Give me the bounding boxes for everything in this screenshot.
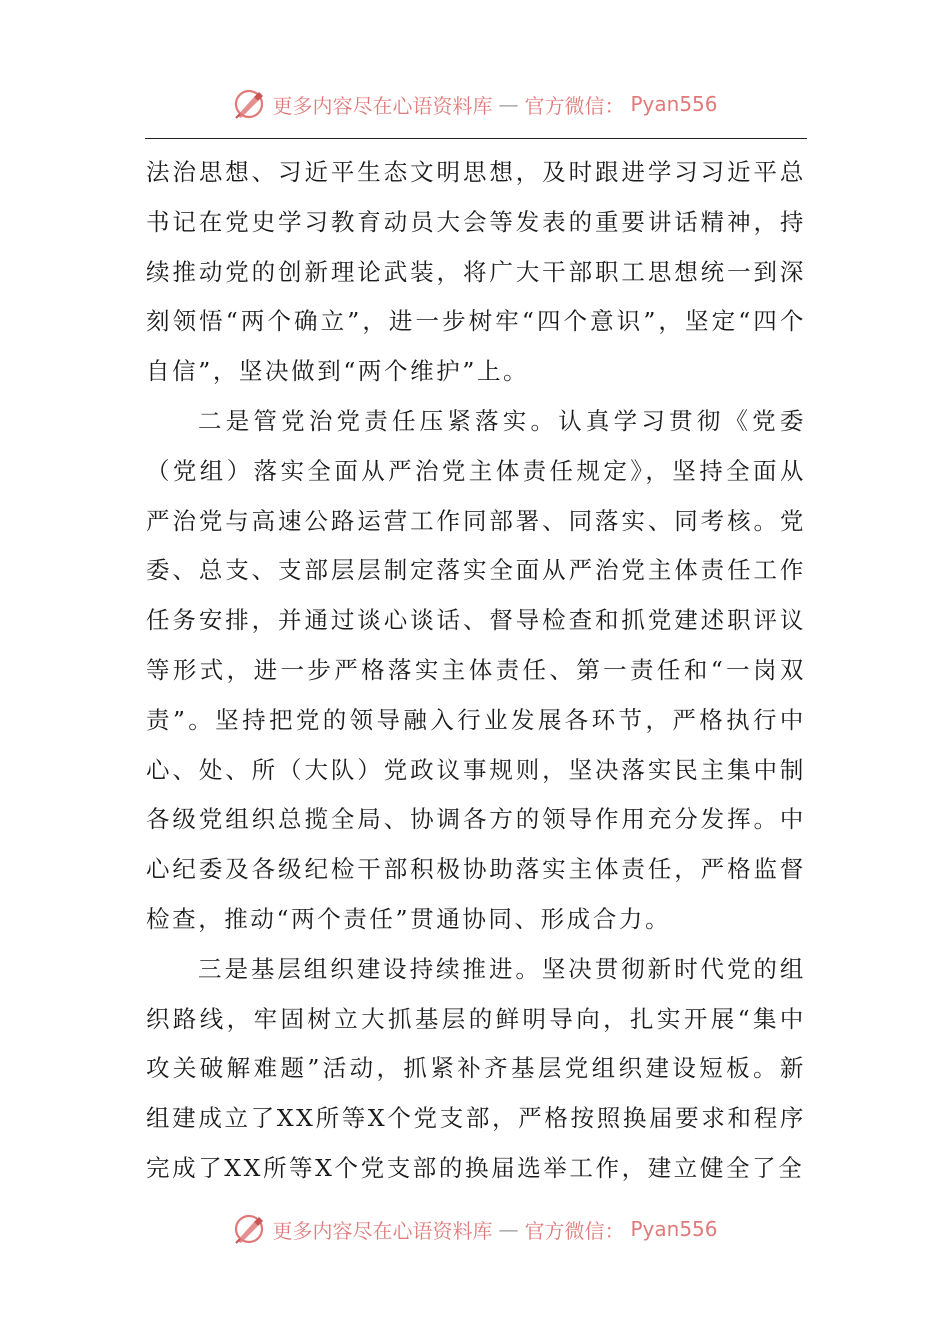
watermark-dash: —: [498, 92, 519, 116]
watermark-wechat-id: Pyan556: [630, 1217, 718, 1241]
paragraph-party-responsibility: 二是管党治党责任压紧落实。认真学习贯彻《党委（党组）落实全面从严治党主体责任规定》，坚持全面从严治党与高速公路运营工作同部署、同落实、同考核。党委、总支、支部层层制定落实全面从严治党主体责任工作任务安排，并通过谈心谈话、督导检查和抓党建述职评议等形式，进一步严格落实主体责任、第一责任和“一岗双责”。坚持把党的领导融入行业发展各环节，严格执行中心、处、所（大队）党政议事规则，坚决落实民主集中制各级党组织总揽全局、协调各方的领导作用充分发挥。中心纪委及各级纪检干部积极协助落实主体责任，严格监督检查，推动“两个责任”贯通协同、形成合力。: [146, 406, 806, 933]
pen-logo-icon: [232, 1212, 266, 1246]
header-rule: [145, 138, 807, 139]
paragraph-grassroots-organization: 三是基层组织建设持续推进。坚决贯彻新时代党的组织路线，牢固树立大抓基层的鲜明导向，扎实开展“集中攻关破解难题”活动，抓紧补齐基层党组织建设短板。新组建成立了XX所等X个党支部，严格按照换届要求和程序完成了XX所等X个党支部的换届选举工作，建立健全了全: [146, 954, 806, 1182]
watermark-label: 官方微信：: [524, 93, 625, 118]
watermark-text: 更多内容尽在心语资料库: [272, 1218, 493, 1243]
footer-watermark: [0, 1209, 950, 1249]
watermark-text: 更多内容尽在心语资料库: [272, 93, 493, 118]
watermark-label: 官方微信：: [524, 1218, 625, 1243]
header-watermark: [0, 84, 950, 124]
paragraph-continuation: 法治思想、习近平生态文明思想，及时跟进学习习近平总书记在党史学习教育动员大会等发表的重要讲话精神，持续推动党的创新理论武装，将广大干部职工思想统一到深刻领悟“两个确立”，进一步树牢“四个意识”，坚定“四个自信”，坚决做到“两个维护”上。: [146, 158, 806, 386]
watermark-wechat-id: Pyan556: [630, 92, 718, 116]
watermark-dash: —: [498, 1217, 519, 1241]
pen-logo-icon: [232, 87, 266, 121]
document-body: [146, 148, 806, 1194]
